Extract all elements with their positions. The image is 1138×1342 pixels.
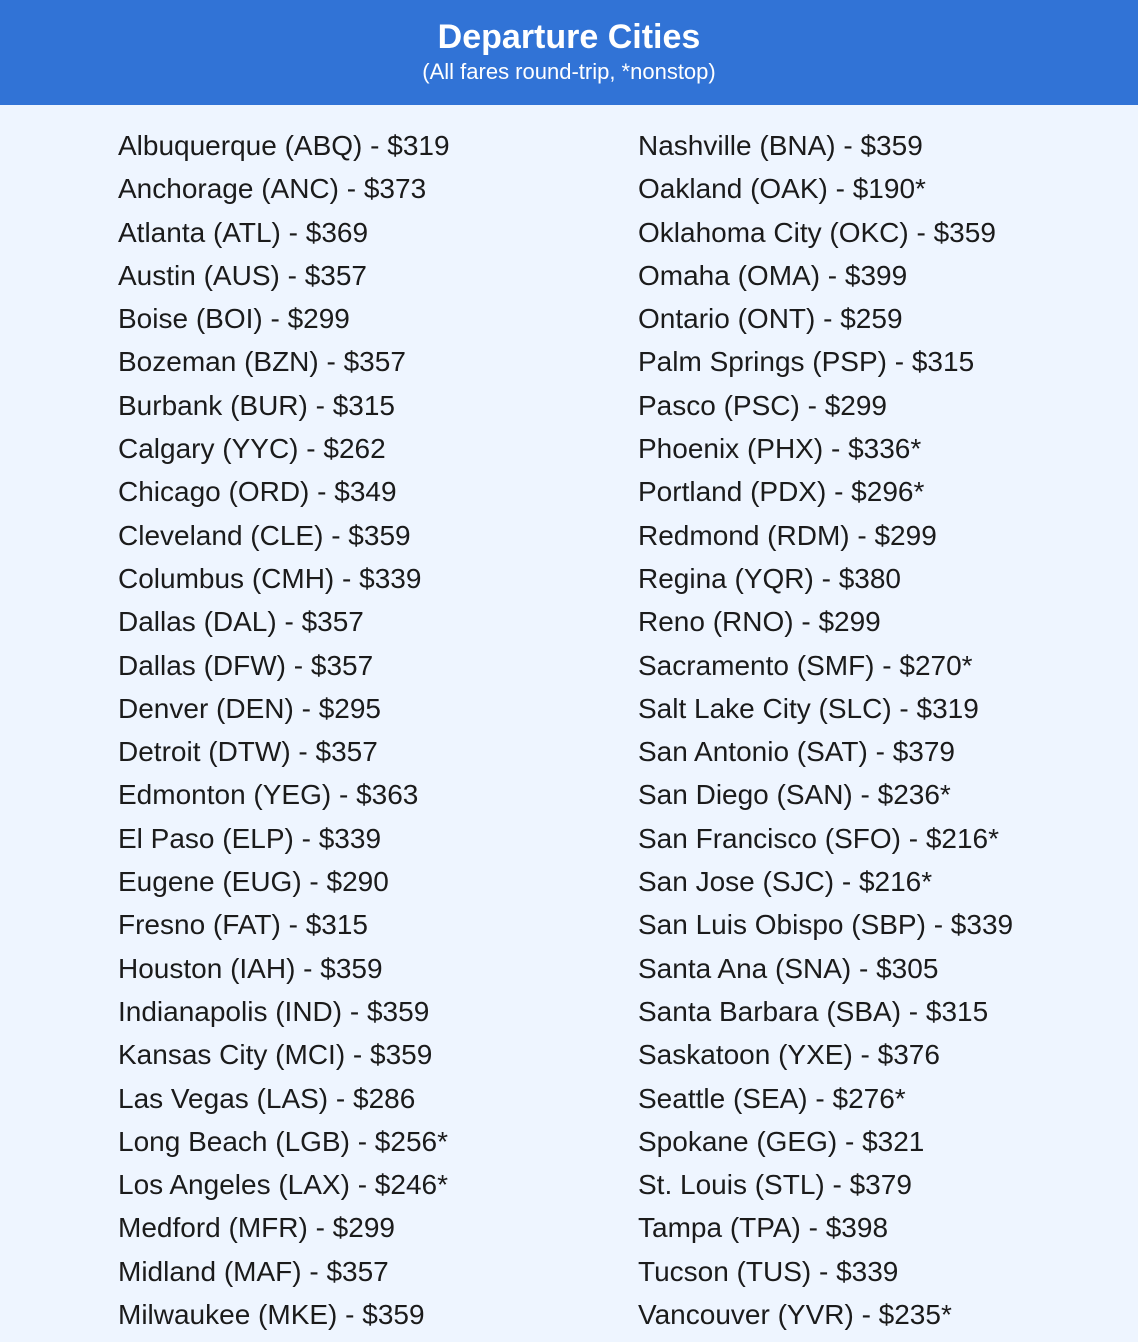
city-fare-item: Los Angeles (LAX) - $246* <box>118 1169 448 1201</box>
city-fare-item: Oakland (OAK) - $190* <box>638 173 926 205</box>
city-fare-item: Vancouver (YVR) - $235* <box>638 1299 952 1331</box>
right-city-list <box>638 124 1013 1336</box>
city-fare-item: Calgary (YYC) - $262 <box>118 433 386 465</box>
city-fare-item: Medford (MFR) - $299 <box>118 1212 395 1244</box>
city-fare-item: Reno (RNO) - $299 <box>638 606 881 638</box>
city-fare-item: Eugene (EUG) - $290 <box>118 866 389 898</box>
city-fare-item: Palm Springs (PSP) - $315 <box>638 346 975 378</box>
header-banner <box>0 0 1138 105</box>
city-fare-item: Tampa (TPA) - $398 <box>638 1212 889 1244</box>
city-fare-item: El Paso (ELP) - $339 <box>118 822 382 854</box>
city-fare-item: Atlanta (ATL) - $369 <box>118 216 369 248</box>
city-fare-item: Pasco (PSC) - $299 <box>638 389 887 421</box>
city-fare-item: Long Beach (LGB) - $256* <box>118 1125 448 1157</box>
city-fare-item: Boise (BOI) - $299 <box>118 303 350 335</box>
city-fare-item: Dallas (DFW) - $357 <box>118 649 374 681</box>
city-fare-item: Columbus (CMH) - $339 <box>118 562 422 594</box>
city-fare-item: Oklahoma City (OKC) - $359 <box>638 216 996 248</box>
city-fare-item: Dallas (DAL) - $357 <box>118 606 364 638</box>
city-fare-item: Cleveland (CLE) - $359 <box>118 519 411 551</box>
city-fare-item: Kansas City (MCI) - $359 <box>118 1039 433 1071</box>
city-fare-item: Anchorage (ANC) - $373 <box>118 173 427 205</box>
city-fare-item: Fresno (FAT) - $315 <box>118 909 369 941</box>
city-fare-item: Edmonton (YEG) - $363 <box>118 779 419 811</box>
city-fare-item: San Jose (SJC) - $216* <box>638 866 933 898</box>
city-fare-item: Indianapolis (IND) - $359 <box>118 995 430 1027</box>
left-city-list <box>118 124 450 1336</box>
city-fare-item: Albuquerque (ABQ) - $319 <box>118 130 450 161</box>
city-fare-item: San Francisco (SFO) - $216* <box>638 822 1000 854</box>
city-fare-item: Denver (DEN) - $295 <box>118 692 381 724</box>
city-fare-item: San Antonio (SAT) - $379 <box>638 736 955 768</box>
city-fare-item: Seattle (SEA) - $276* <box>638 1082 906 1114</box>
city-fare-item: Nashville (BNA) - $359 <box>638 130 923 161</box>
city-fare-item: Detroit (DTW) - $357 <box>118 736 378 768</box>
city-fare-item: Tucson (TUS) - $339 <box>638 1255 899 1287</box>
page-subtitle: (All fares round-trip, *nonstop) <box>422 59 716 84</box>
city-fare-item: Ontario (ONT) - $259 <box>638 303 903 335</box>
city-fare-item: St. Louis (STL) - $379 <box>638 1169 912 1201</box>
city-fare-item: Milwaukee (MKE) - $359 <box>118 1299 425 1331</box>
city-fare-item: Saskatoon (YXE) - $376 <box>638 1039 940 1071</box>
city-fare-item: Burbank (BUR) - $315 <box>118 389 396 421</box>
city-fare-item: San Luis Obispo (SBP) - $339 <box>638 909 1014 941</box>
city-fare-item: Salt Lake City (SLC) - $319 <box>638 692 979 724</box>
city-fare-item: Midland (MAF) - $357 <box>118 1255 389 1287</box>
city-fare-item: Santa Barbara (SBA) - $315 <box>638 995 989 1027</box>
city-fare-item: Las Vegas (LAS) - $286 <box>118 1082 416 1114</box>
city-fare-item: Phoenix (PHX) - $336* <box>638 433 922 465</box>
city-fare-item: Regina (YQR) - $380 <box>638 562 902 594</box>
city-fare-item: Spokane (GEG) - $321 <box>638 1125 925 1157</box>
city-fare-item: Bozeman (BZN) - $357 <box>118 346 406 378</box>
city-fare-item: Omaha (OMA) - $399 <box>638 259 908 291</box>
city-fare-item: San Diego (SAN) - $236* <box>638 779 951 811</box>
city-fare-item: Portland (PDX) - $296* <box>638 476 925 508</box>
page-title: Departure Cities <box>437 18 701 56</box>
city-fare-item: Sacramento (SMF) - $270* <box>638 649 973 681</box>
city-fare-item: Chicago (ORD) - $349 <box>118 476 397 508</box>
city-fare-item: Redmond (RDM) - $299 <box>638 519 937 551</box>
city-fare-item: Austin (AUS) - $357 <box>118 259 367 291</box>
city-fare-item: Santa Ana (SNA) - $305 <box>638 952 939 984</box>
city-fare-item: Houston (IAH) - $359 <box>118 952 383 984</box>
